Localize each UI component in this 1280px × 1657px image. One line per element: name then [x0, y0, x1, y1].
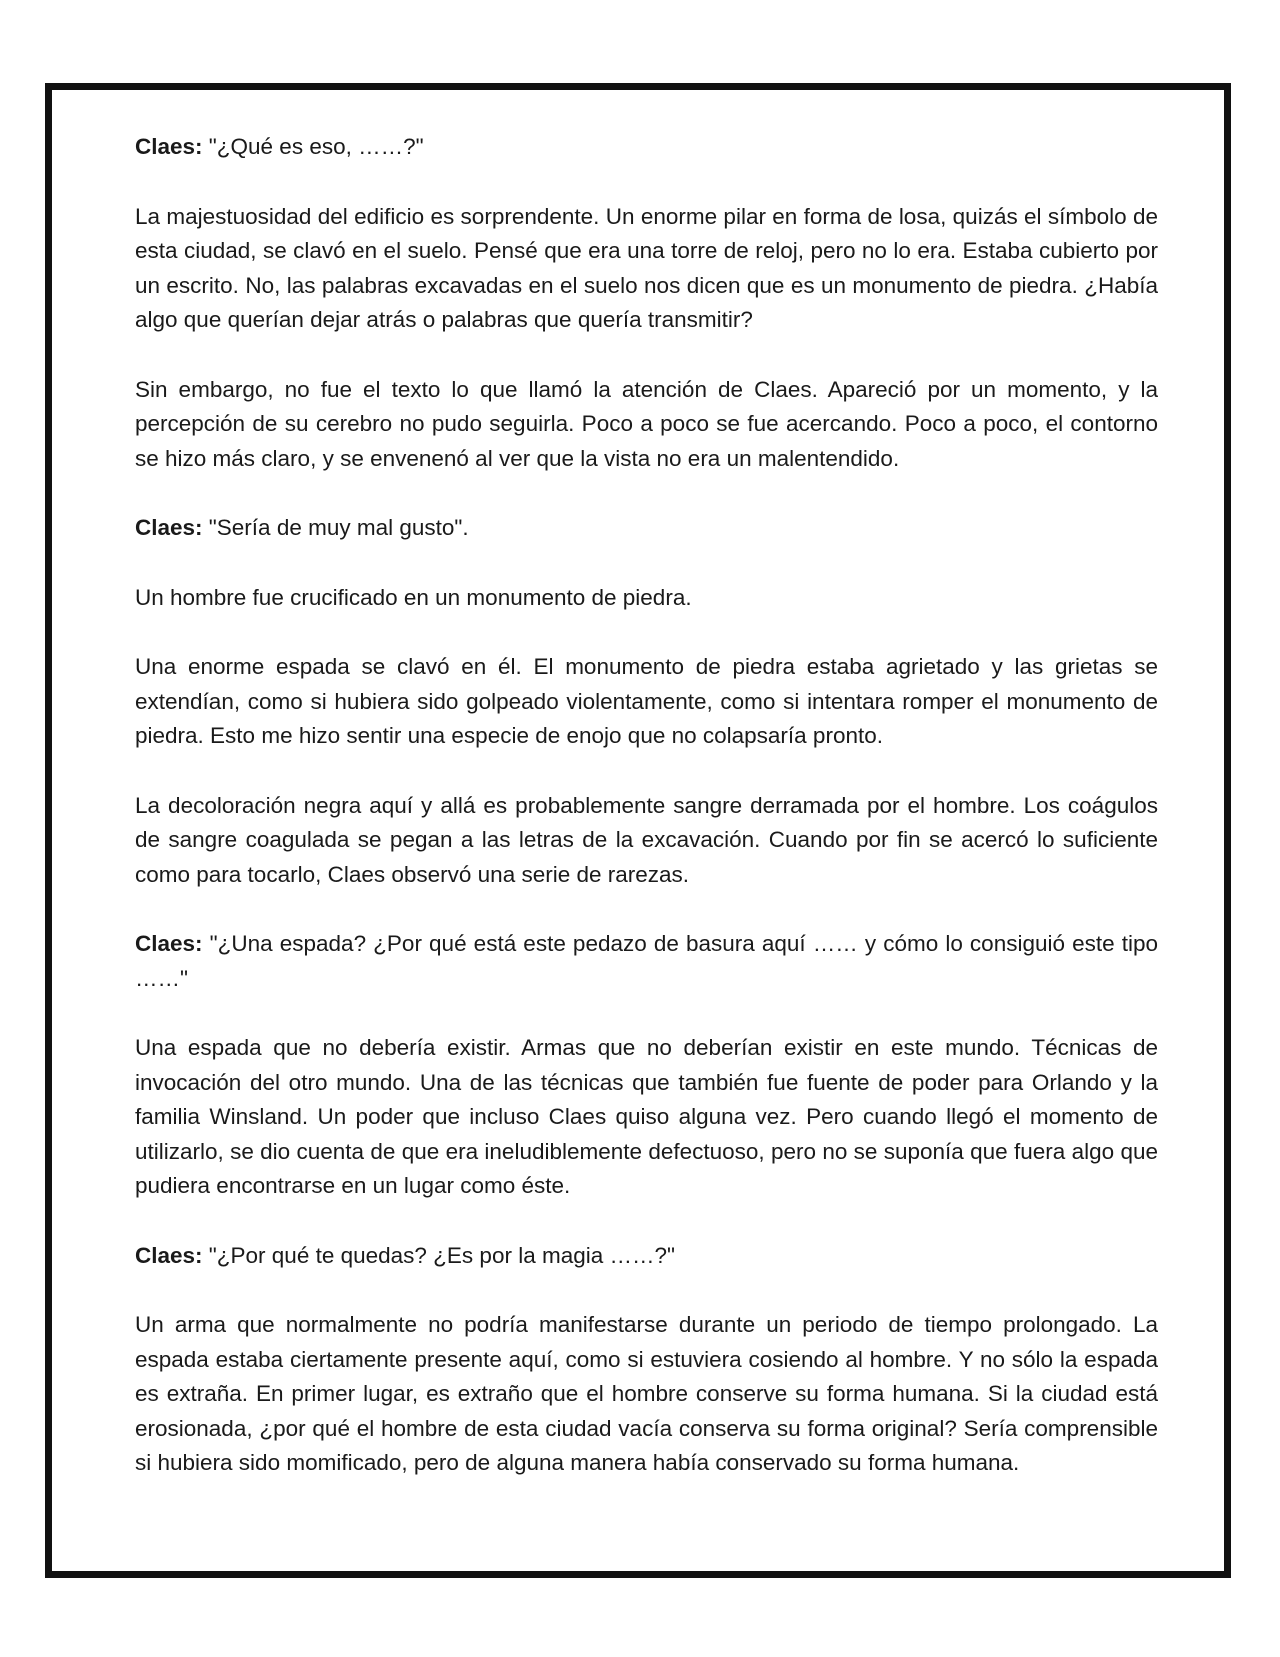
speaker-name: Claes:	[135, 134, 203, 159]
narrative-paragraph: Una espada que no debería existir. Armas que no deberían existir en este mundo. Técnicas de invocación del otro mundo. Una de las técnicas que también fue fuente de poder para Orlando y la familia Winsland. Un poder que incluso Claes quiso alguna vez. Pero cuando llegó el momento de utilizarlo, se dio cuenta de que era ineludiblemente defectuoso, pero no se suponía que fuera algo que pudiera encontrarse en un lugar como éste.	[135, 1035, 1158, 1198]
dialogue-text: "¿Una espada? ¿Por qué está este pedazo de basura aquí …… y cómo lo consiguió este tipo ……"	[135, 931, 1158, 991]
page-border-frame	[45, 83, 1231, 1578]
dialogue-text: "Sería de muy mal gusto".	[202, 515, 469, 540]
speaker-name: Claes:	[135, 1242, 203, 1268]
narrative-paragraph: La decoloración negra aquí y allá es probablemente sangre derramada por el hombre. Los coágulos de sangre coagulada se pegan a las letras de la excavación. Cuando por fin se acercó lo suficiente como para tocarlo, Claes observó una serie de rarezas.	[135, 792, 1158, 887]
narrative-paragraph: Un hombre fue crucificado en un monumento de piedra.	[135, 584, 692, 610]
narrative-paragraph: Una enorme espada se clavó en él. El monumento de piedra estaba agrietado y las grietas se extendían, como si hubiera sido golpeado violentamente, como si intentara romper el monumento de piedra. Esto me hizo sentir una especie de enojo que no colapsaría pronto.	[135, 654, 1158, 748]
document-body	[135, 130, 1158, 1481]
dialogue-text: "¿Por qué te quedas? ¿Es por la magia ……?"	[202, 1242, 676, 1268]
narrative-paragraph: La majestuosidad del edificio es sorprendente. Un enorme pilar en forma de losa, quizás el símbolo de esta ciudad, se clavó en el suelo. Pensé que era una torre de reloj, pero no lo era. Estaba cubierto por un escrito. No, las palabras excavadas en el suelo nos dicen que es un monumento de piedra. ¿Había algo que querían dejar atrás o palabras que quería transmitir?	[135, 203, 1158, 332]
dialogue-paragraph	[135, 130, 1158, 165]
dialogue-paragraph	[135, 927, 1158, 996]
narrative-paragraph: Sin embargo, no fue el texto lo que llamó la atención de Claes. Apareció por un momento, y la percepción de su cerebro no pudo seguirla. Poco a poco se fue acercando. Poco a poco, el contorno se hizo más claro, y se envenenó al ver que la vista no era un malentendido.	[135, 376, 1158, 471]
dialogue-paragraph	[135, 511, 1158, 546]
dialogue-text: "¿Qué es eso, ……?"	[202, 134, 424, 159]
narrative-paragraph: Un arma que normalmente no podría manifestarse durante un periodo de tiempo prolongado. La espada estaba ciertamente presente aquí, como si estuviera cosiendo al hombre. Y no sólo la espada es extraña. En primer lugar, es extraño que el hombre conserve su forma humana. Si la ciudad está erosionada, ¿por qué el hombre de esta ciudad vacía conserva su forma original? Sería comprensible si hubiera sido momificado, pero de alguna manera había conservado su forma humana.	[135, 1312, 1158, 1475]
dialogue-paragraph	[135, 1239, 1158, 1274]
speaker-name: Claes:	[135, 515, 203, 540]
speaker-name: Claes:	[135, 931, 203, 956]
